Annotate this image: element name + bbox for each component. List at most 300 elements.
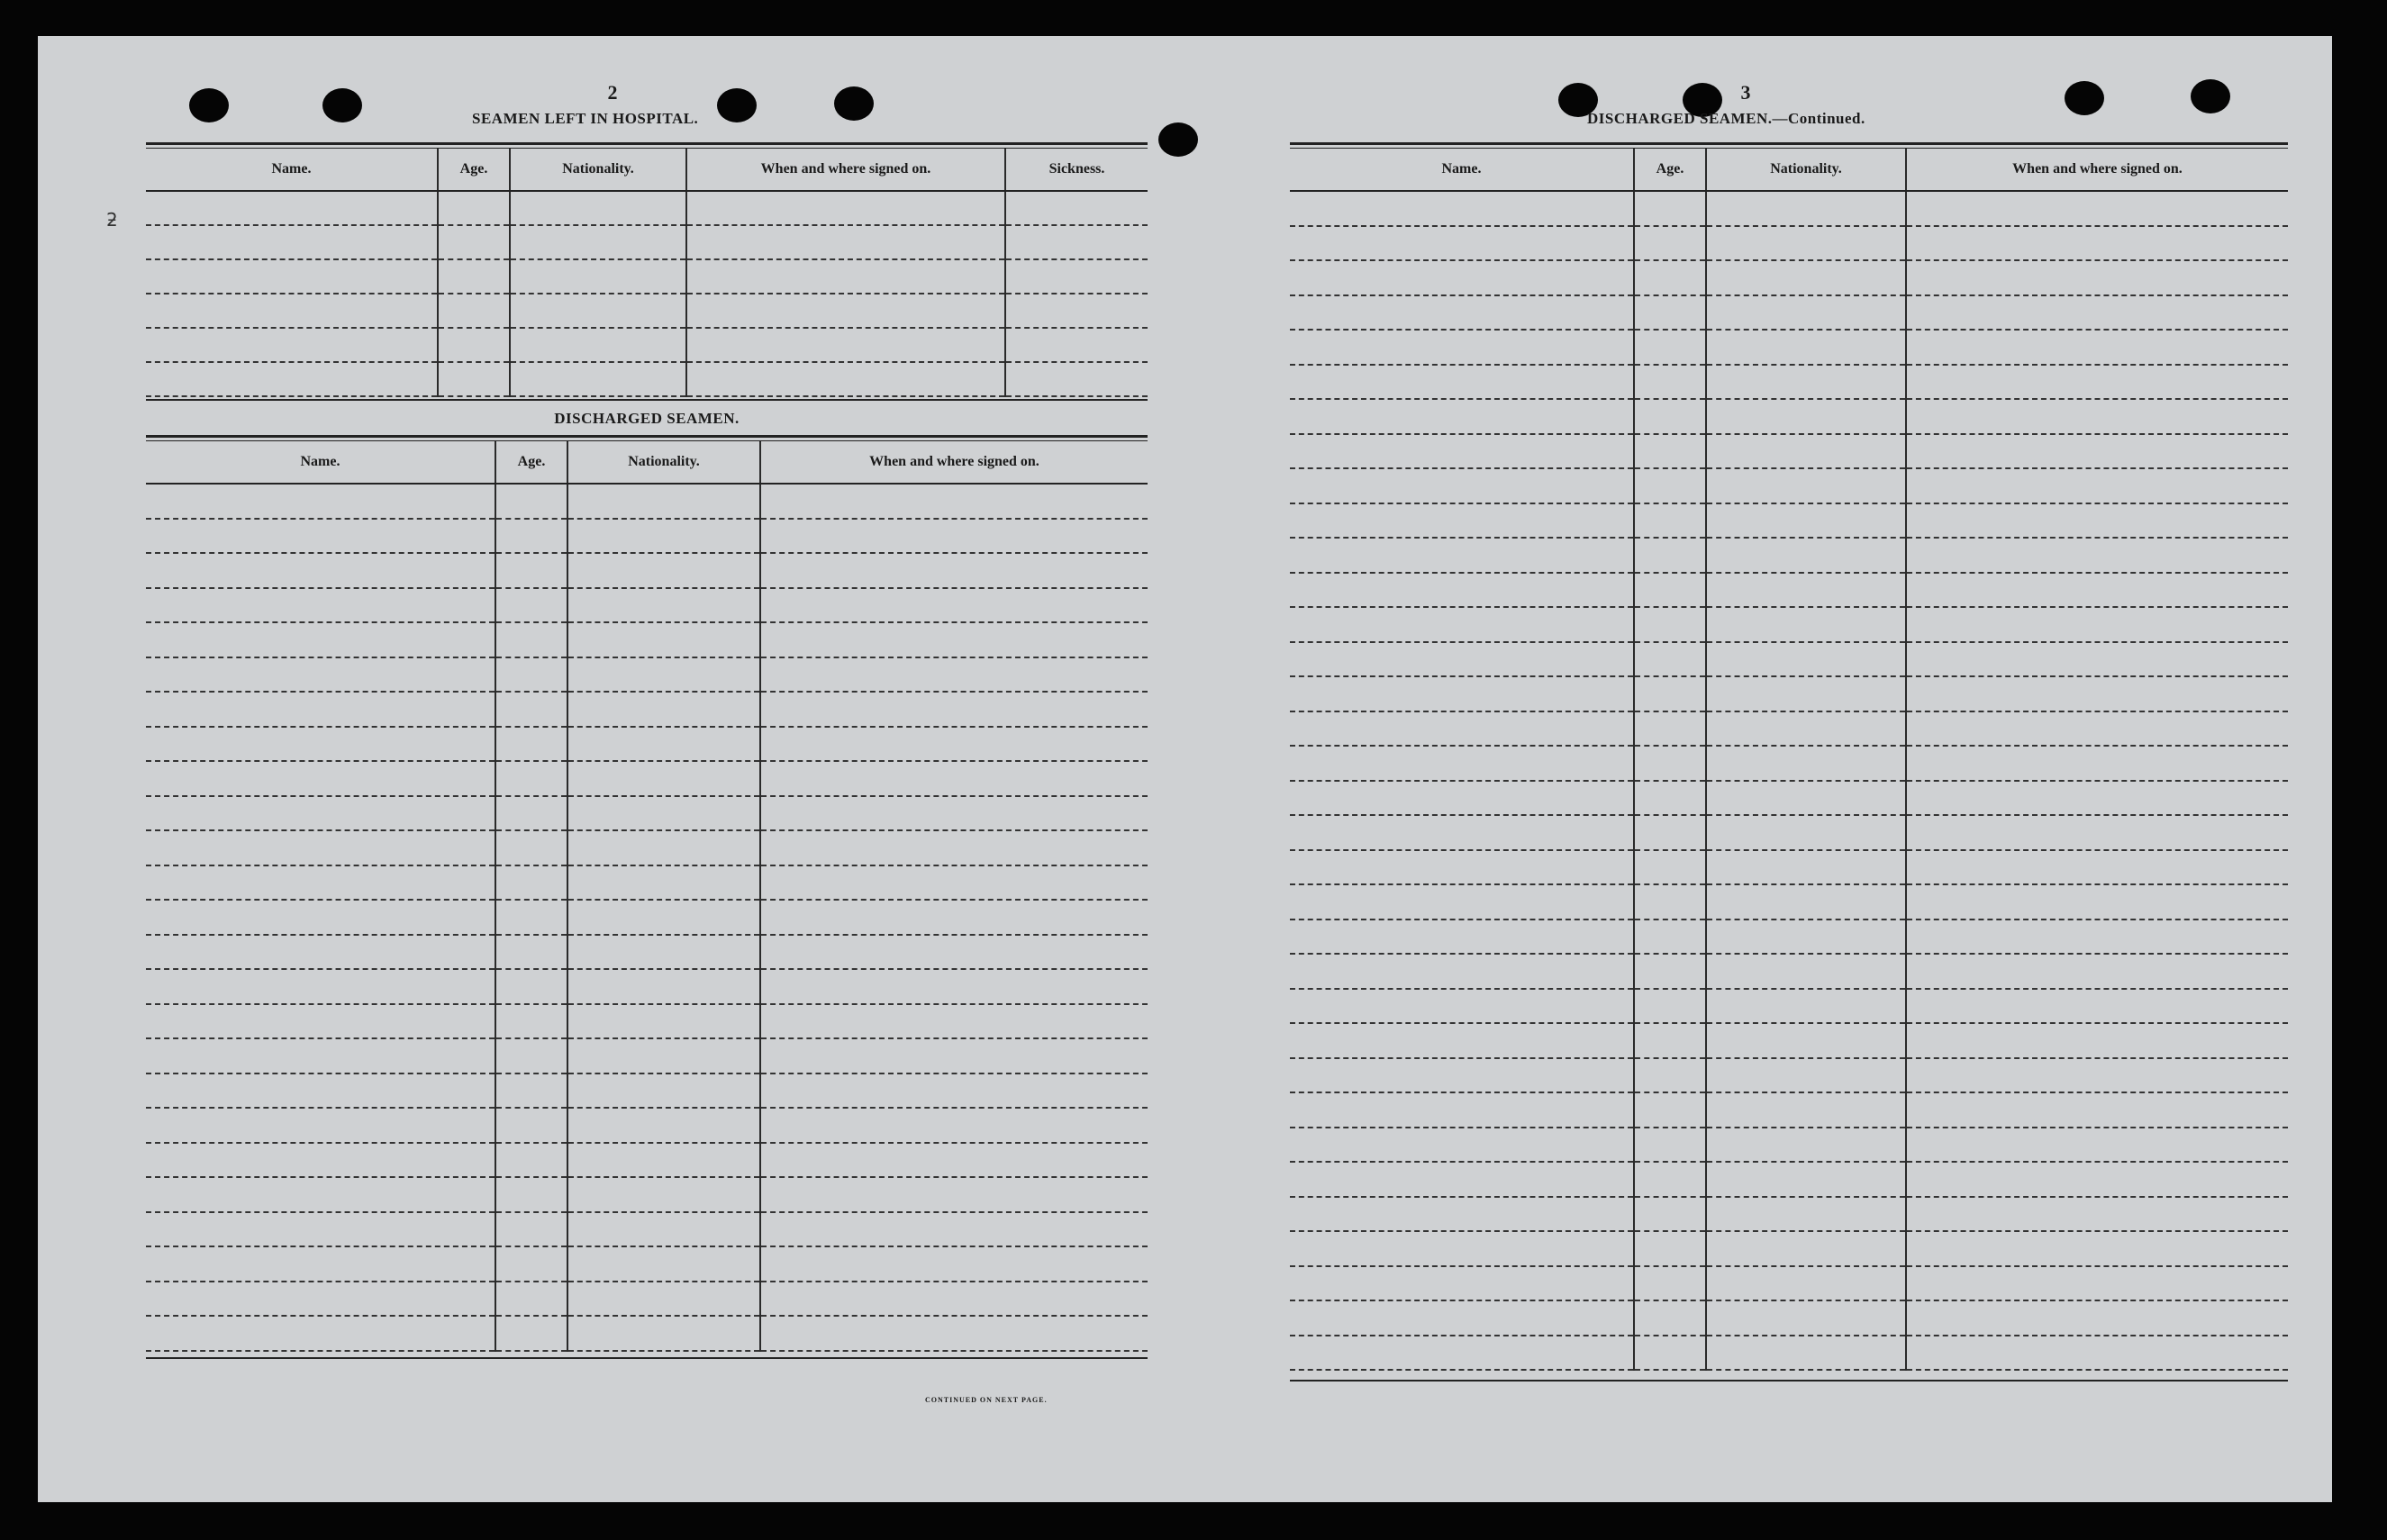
blank-cell — [495, 1316, 567, 1351]
blank-cell — [1290, 1128, 1634, 1163]
table-row — [1290, 191, 2288, 226]
discharged-left-header-3: When and where signed on. — [760, 441, 1148, 484]
blank-cell — [567, 1246, 760, 1282]
table-row — [1290, 815, 2288, 850]
blank-cell — [1706, 1023, 1906, 1058]
table-row — [146, 796, 1148, 831]
bottom-rule-right — [1290, 1380, 2288, 1381]
hospital-header-3: When and where signed on. — [686, 149, 1005, 191]
blank-cell — [495, 519, 567, 554]
blank-cell — [1706, 573, 1906, 608]
blank-cell — [760, 553, 1148, 588]
blank-cell — [567, 1282, 760, 1317]
discharged-continued-title: DISCHARGED SEAMEN.—Continued. — [1587, 110, 1865, 127]
blank-cell — [1706, 1336, 1906, 1371]
blank-cell — [567, 1316, 760, 1351]
blank-cell — [1906, 191, 2288, 226]
blank-cell — [686, 259, 1005, 294]
blank-cell — [1706, 538, 1906, 573]
blank-cell — [146, 657, 495, 693]
section-rule — [146, 399, 1148, 401]
blank-cell — [1906, 919, 2288, 955]
blank-cell — [1290, 1162, 1634, 1197]
blank-cell — [495, 484, 567, 519]
punch-hole — [2065, 81, 2104, 115]
blank-cell — [495, 830, 567, 865]
blank-cell — [1290, 954, 1634, 989]
table-row — [1290, 919, 2288, 955]
blank-cell — [495, 1143, 567, 1178]
blank-cell — [1290, 295, 1634, 331]
blank-cell — [760, 1282, 1148, 1317]
blank-cell — [1706, 1092, 1906, 1128]
blank-cell — [495, 727, 567, 762]
table-row — [146, 692, 1148, 727]
blank-cell — [146, 484, 495, 519]
punch-hole — [322, 88, 362, 122]
blank-cell — [760, 1177, 1148, 1212]
blank-cell — [1706, 1300, 1906, 1336]
blank-cell — [146, 519, 495, 554]
blank-cell — [510, 362, 686, 396]
blank-cell — [1634, 1162, 1706, 1197]
blank-cell — [686, 191, 1005, 225]
discharged-left-header-0: Name. — [146, 441, 495, 484]
hospital-section-title: SEAMEN LEFT IN HOSPITAL. — [472, 110, 699, 127]
blank-cell — [1005, 259, 1148, 294]
blank-cell — [760, 865, 1148, 901]
discharged-table-left — [146, 441, 1148, 1352]
blank-cell — [1906, 815, 2288, 850]
blank-cell — [1706, 1266, 1906, 1301]
blank-cell — [760, 969, 1148, 1004]
bottom-rule-left — [146, 1357, 1148, 1359]
blank-cell — [495, 622, 567, 657]
blank-cell — [1290, 1197, 1634, 1232]
blank-cell — [1906, 711, 2288, 747]
blank-cell — [1706, 1162, 1906, 1197]
table-row — [146, 1212, 1148, 1247]
blank-cell — [567, 1004, 760, 1039]
blank-cell — [1634, 260, 1706, 295]
blank-cell — [1290, 1266, 1634, 1301]
blank-cell — [1706, 260, 1906, 295]
blank-cell — [760, 1212, 1148, 1247]
blank-cell — [1290, 226, 1634, 261]
blank-cell — [146, 1143, 495, 1178]
table-row — [146, 225, 1148, 259]
blank-cell — [1906, 365, 2288, 400]
blank-cell — [567, 657, 760, 693]
blank-cell — [1290, 260, 1634, 295]
blank-cell — [1706, 711, 1906, 747]
table-row — [1290, 989, 2288, 1024]
table-row — [146, 553, 1148, 588]
blank-cell — [1906, 295, 2288, 331]
punch-hole — [834, 86, 874, 121]
blank-cell — [760, 900, 1148, 935]
blank-cell — [760, 727, 1148, 762]
blank-cell — [1706, 295, 1906, 331]
blank-cell — [1906, 1266, 2288, 1301]
blank-cell — [146, 1177, 495, 1212]
blank-cell — [146, 1212, 495, 1247]
blank-cell — [760, 1038, 1148, 1073]
blank-cell — [438, 191, 510, 225]
discharged-right-header-2: Nationality. — [1706, 149, 1906, 191]
blank-cell — [686, 362, 1005, 396]
table-row — [146, 1038, 1148, 1073]
blank-cell — [567, 935, 760, 970]
blank-cell — [1906, 1197, 2288, 1232]
blank-cell — [1706, 850, 1906, 885]
blank-cell — [1906, 850, 2288, 885]
blank-cell — [1906, 1231, 2288, 1266]
blank-cell — [1634, 573, 1706, 608]
blank-cell — [760, 935, 1148, 970]
table-row — [146, 969, 1148, 1004]
blank-cell — [1706, 1231, 1906, 1266]
table-row — [146, 1177, 1148, 1212]
blank-cell — [1906, 1128, 2288, 1163]
hospital-header-0: Name. — [146, 149, 438, 191]
blank-cell — [495, 796, 567, 831]
table-row — [1290, 538, 2288, 573]
table-row — [1290, 1128, 2288, 1163]
table-row — [146, 588, 1148, 623]
table-row — [146, 761, 1148, 796]
blank-cell — [1634, 365, 1706, 400]
blank-cell — [495, 1177, 567, 1212]
blank-cell — [1906, 1162, 2288, 1197]
blank-cell — [567, 969, 760, 1004]
blank-cell — [760, 1073, 1148, 1109]
margin-mark: ƻ — [106, 209, 118, 231]
blank-cell — [567, 900, 760, 935]
blank-cell — [1290, 884, 1634, 919]
table-row — [146, 622, 1148, 657]
blank-cell — [1906, 989, 2288, 1024]
blank-cell — [495, 1108, 567, 1143]
blank-cell — [1906, 781, 2288, 816]
table-row — [146, 191, 1148, 225]
table-row — [1290, 260, 2288, 295]
blank-cell — [1634, 607, 1706, 642]
blank-cell — [1706, 746, 1906, 781]
top-rule — [146, 142, 1148, 149]
blank-cell — [1706, 434, 1906, 469]
ledger-sheet — [38, 36, 2332, 1502]
blank-cell — [760, 1108, 1148, 1143]
table-row — [1290, 607, 2288, 642]
discharged-section-title: DISCHARGED SEAMEN. — [554, 410, 740, 427]
blank-cell — [146, 1004, 495, 1039]
blank-cell — [1706, 919, 1906, 955]
blank-cell — [1634, 295, 1706, 331]
blank-cell — [1290, 468, 1634, 503]
blank-cell — [1290, 573, 1634, 608]
blank-cell — [1290, 1336, 1634, 1371]
blank-cell — [1706, 1128, 1906, 1163]
blank-cell — [146, 1038, 495, 1073]
blank-cell — [146, 830, 495, 865]
blank-cell — [567, 622, 760, 657]
blank-cell — [1290, 434, 1634, 469]
blank-cell — [1290, 919, 1634, 955]
blank-cell — [1290, 989, 1634, 1024]
table-row — [1290, 746, 2288, 781]
blank-cell — [567, 796, 760, 831]
blank-cell — [510, 191, 686, 225]
blank-cell — [1290, 365, 1634, 400]
blank-cell — [1706, 815, 1906, 850]
table-row — [1290, 1336, 2288, 1371]
table-row — [146, 935, 1148, 970]
blank-cell — [760, 1246, 1148, 1282]
hospital-header-2: Nationality. — [510, 149, 686, 191]
blank-cell — [510, 328, 686, 362]
blank-cell — [1706, 989, 1906, 1024]
blank-cell — [1706, 676, 1906, 711]
blank-cell — [1706, 503, 1906, 539]
blank-cell — [686, 328, 1005, 362]
blank-cell — [567, 553, 760, 588]
blank-cell — [1906, 746, 2288, 781]
table-row — [146, 900, 1148, 935]
blank-cell — [146, 588, 495, 623]
blank-cell — [760, 692, 1148, 727]
blank-cell — [438, 225, 510, 259]
table-row — [146, 328, 1148, 362]
punch-hole — [1158, 122, 1198, 157]
blank-cell — [438, 259, 510, 294]
discharged-top-rule — [146, 435, 1148, 441]
blank-cell — [1706, 642, 1906, 677]
blank-cell — [1290, 746, 1634, 781]
blank-cell — [1634, 919, 1706, 955]
blank-cell — [760, 1004, 1148, 1039]
table-row — [1290, 676, 2288, 711]
table-row — [1290, 954, 2288, 989]
blank-cell — [1706, 365, 1906, 400]
blank-cell — [1005, 191, 1148, 225]
blank-cell — [686, 225, 1005, 259]
table-row — [1290, 1266, 2288, 1301]
blank-cell — [1290, 399, 1634, 434]
blank-cell — [1706, 781, 1906, 816]
table-row — [146, 1282, 1148, 1317]
blank-cell — [495, 1212, 567, 1247]
blank-cell — [1634, 1128, 1706, 1163]
blank-cell — [1634, 1336, 1706, 1371]
blank-cell — [760, 796, 1148, 831]
blank-cell — [1634, 1266, 1706, 1301]
blank-cell — [1706, 607, 1906, 642]
blank-cell — [760, 622, 1148, 657]
blank-cell — [1634, 676, 1706, 711]
hospital-header-1: Age. — [438, 149, 510, 191]
table-row — [146, 1004, 1148, 1039]
table-row — [1290, 1058, 2288, 1093]
table-row — [146, 484, 1148, 519]
blank-cell — [1290, 538, 1634, 573]
blank-cell — [1634, 1092, 1706, 1128]
hospital-table — [146, 149, 1148, 397]
blank-cell — [495, 657, 567, 693]
blank-cell — [1706, 1197, 1906, 1232]
table-row — [146, 1073, 1148, 1109]
blank-cell — [1290, 781, 1634, 816]
table-row — [146, 1246, 1148, 1282]
discharged-table-right — [1290, 149, 2288, 1371]
blank-cell — [1290, 1300, 1634, 1336]
blank-cell — [686, 294, 1005, 328]
blank-cell — [1634, 711, 1706, 747]
discharged-right-header-0: Name. — [1290, 149, 1634, 191]
blank-cell — [1706, 191, 1906, 226]
blank-cell — [567, 588, 760, 623]
table-row — [146, 1108, 1148, 1143]
blank-cell — [1906, 573, 2288, 608]
blank-cell — [146, 259, 438, 294]
table-row — [146, 830, 1148, 865]
blank-cell — [760, 1143, 1148, 1178]
blank-cell — [146, 935, 495, 970]
page-number-right: 3 — [1740, 81, 1751, 104]
blank-cell — [1706, 1058, 1906, 1093]
blank-cell — [146, 969, 495, 1004]
blank-cell — [1634, 815, 1706, 850]
discharged-right-header-3: When and where signed on. — [1906, 149, 2288, 191]
blank-cell — [146, 191, 438, 225]
table-row — [1290, 642, 2288, 677]
blank-cell — [1290, 850, 1634, 885]
blank-cell — [1706, 226, 1906, 261]
blank-cell — [760, 761, 1148, 796]
blank-cell — [1906, 503, 2288, 539]
blank-cell — [1634, 1197, 1706, 1232]
blank-cell — [567, 519, 760, 554]
blank-cell — [1906, 884, 2288, 919]
blank-cell — [1005, 294, 1148, 328]
blank-cell — [146, 727, 495, 762]
blank-cell — [567, 1212, 760, 1247]
blank-cell — [146, 761, 495, 796]
table-row — [146, 259, 1148, 294]
blank-cell — [1906, 434, 2288, 469]
table-row — [1290, 850, 2288, 885]
blank-cell — [146, 1108, 495, 1143]
blank-cell — [760, 1316, 1148, 1351]
table-row — [1290, 399, 2288, 434]
blank-cell — [1634, 850, 1706, 885]
table-row — [1290, 1162, 2288, 1197]
blank-cell — [146, 900, 495, 935]
table-row — [1290, 573, 2288, 608]
blank-cell — [495, 588, 567, 623]
blank-cell — [567, 692, 760, 727]
blank-cell — [510, 259, 686, 294]
blank-cell — [1906, 1300, 2288, 1336]
blank-cell — [1634, 954, 1706, 989]
blank-cell — [495, 1246, 567, 1282]
table-row — [1290, 1023, 2288, 1058]
blank-cell — [1290, 503, 1634, 539]
blank-cell — [146, 553, 495, 588]
table-row — [1290, 1300, 2288, 1336]
blank-cell — [146, 362, 438, 396]
blank-cell — [1290, 1023, 1634, 1058]
punch-hole — [717, 88, 757, 122]
blank-cell — [146, 328, 438, 362]
page-number-left: 2 — [607, 81, 618, 104]
discharged-left-header-2: Nationality. — [567, 441, 760, 484]
blank-cell — [1706, 330, 1906, 365]
blank-cell — [1906, 954, 2288, 989]
table-row — [1290, 468, 2288, 503]
blank-cell — [1906, 1058, 2288, 1093]
blank-cell — [510, 225, 686, 259]
table-row — [146, 865, 1148, 901]
table-row — [146, 1316, 1148, 1351]
blank-cell — [146, 1316, 495, 1351]
blank-cell — [567, 1177, 760, 1212]
hospital-header-4: Sickness. — [1005, 149, 1148, 191]
blank-cell — [567, 761, 760, 796]
blank-cell — [438, 362, 510, 396]
blank-cell — [1906, 260, 2288, 295]
blank-cell — [146, 796, 495, 831]
blank-cell — [760, 830, 1148, 865]
table-row — [1290, 1197, 2288, 1232]
blank-cell — [567, 1143, 760, 1178]
blank-cell — [495, 1282, 567, 1317]
blank-cell — [438, 328, 510, 362]
blank-cell — [1290, 1058, 1634, 1093]
blank-cell — [495, 900, 567, 935]
blank-cell — [1005, 328, 1148, 362]
blank-cell — [1706, 399, 1906, 434]
blank-cell — [1290, 607, 1634, 642]
blank-cell — [1005, 225, 1148, 259]
table-row — [146, 362, 1148, 396]
table-row — [146, 727, 1148, 762]
table-row — [1290, 884, 2288, 919]
blank-cell — [438, 294, 510, 328]
blank-cell — [567, 1108, 760, 1143]
blank-cell — [1906, 538, 2288, 573]
blank-cell — [1290, 1092, 1634, 1128]
blank-cell — [1634, 989, 1706, 1024]
blank-cell — [1634, 226, 1706, 261]
blank-cell — [1906, 1336, 2288, 1371]
blank-cell — [495, 1073, 567, 1109]
blank-cell — [1634, 642, 1706, 677]
blank-cell — [146, 1282, 495, 1317]
table-row — [1290, 330, 2288, 365]
blank-cell — [495, 553, 567, 588]
blank-cell — [567, 484, 760, 519]
blank-cell — [146, 225, 438, 259]
blank-cell — [146, 1246, 495, 1282]
blank-cell — [760, 588, 1148, 623]
blank-cell — [567, 830, 760, 865]
blank-cell — [567, 727, 760, 762]
blank-cell — [1906, 607, 2288, 642]
punch-hole — [2191, 79, 2230, 113]
blank-cell — [1634, 1058, 1706, 1093]
blank-cell — [1290, 676, 1634, 711]
